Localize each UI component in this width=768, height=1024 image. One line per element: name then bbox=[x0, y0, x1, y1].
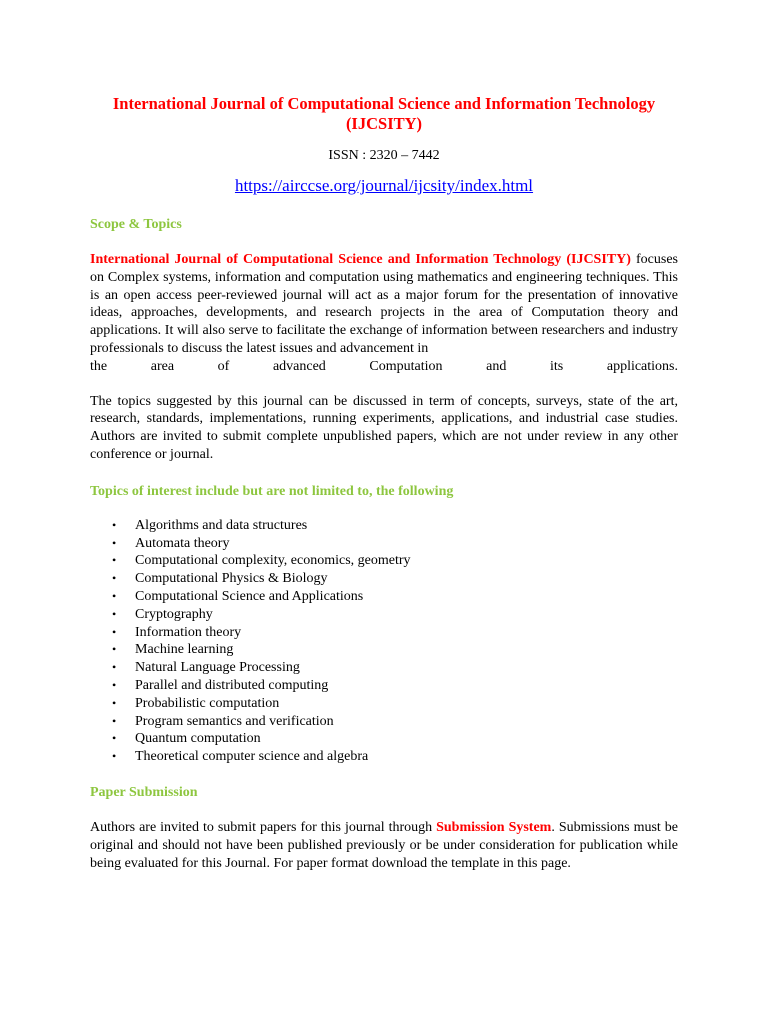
bullet-icon: • bbox=[112, 588, 117, 603]
list-item: • Cryptography bbox=[112, 606, 213, 622]
list-item: • Automata theory bbox=[112, 535, 230, 551]
scope-intro-paragraph bbox=[90, 251, 678, 376]
journal-url-link[interactable]: https://airccse.org/journal/ijcsity/index.html bbox=[234, 176, 534, 195]
bullet-icon: • bbox=[112, 677, 117, 692]
bullet-icon: • bbox=[112, 642, 117, 657]
bullet-icon: • bbox=[112, 695, 117, 710]
bullet-icon: • bbox=[112, 624, 117, 639]
bullet-icon: • bbox=[112, 606, 117, 621]
scope-intro-text: focuses on Complex systems, information and computation using mathematics and engineering techniques. This is an open access peer-reviewed journal will act as a major forum for the presentation of innovative ideas, approaches, developments, and research projects in the area of Computation theory and applications. It will also serve to facilitate the exchange of information between researchers and industry professionals to discuss the latest issues and advancement in bbox=[90, 252, 678, 356]
list-item: • Machine learning bbox=[112, 642, 234, 658]
bullet-icon: • bbox=[112, 571, 117, 586]
list-item: • Probabilistic computation bbox=[112, 695, 280, 711]
bullet-icon: • bbox=[112, 749, 117, 764]
topics-paragraph: The topics suggested by this journal can be discussed in term of concepts, surveys, state of the art, research, standards, implementations, running experiments, applications, and industrial case studies. Authors are invited to submit complete unpublished papers, which are not under review in any other conference or journal. bbox=[90, 393, 678, 462]
submission-paragraph bbox=[90, 819, 678, 872]
list-item: • Computational Science and Applications bbox=[112, 588, 364, 604]
bullet-icon: • bbox=[112, 553, 117, 568]
list-item: • Algorithms and data structures bbox=[112, 517, 308, 533]
journal-title-line2: (IJCSITY) bbox=[345, 114, 423, 133]
bullet-icon: • bbox=[112, 535, 117, 550]
list-item: • Program semantics and verification bbox=[112, 713, 334, 729]
journal-title-line1: International Journal of Computational Science and Information Technology bbox=[112, 94, 656, 113]
list-item: • Information theory bbox=[112, 624, 242, 640]
topics-heading: Topics of interest include but are not limited to, the following bbox=[90, 483, 454, 499]
journal-title bbox=[90, 94, 678, 134]
bullet-icon: • bbox=[112, 517, 117, 532]
submission-system-link[interactable]: Submission System bbox=[436, 819, 552, 835]
list-item: • Parallel and distributed computing bbox=[112, 677, 329, 693]
bullet-icon: • bbox=[112, 660, 117, 675]
submission-text-before: Authors are invited to submit papers for this journal through bbox=[90, 819, 437, 835]
bullet-icon: • bbox=[112, 731, 117, 746]
scope-heading: Scope & Topics bbox=[90, 217, 182, 232]
list-item: • Natural Language Processing bbox=[112, 660, 300, 676]
submission-text-after: . Submissions must be original and should not have been published previously or be under consideration for publication while being evaluated for this Journal. For paper format download the template in this page. bbox=[90, 819, 678, 871]
list-item: • Computational Physics & Biology bbox=[112, 571, 328, 587]
issn-number: ISSN : 2320 – 7442 bbox=[328, 148, 440, 163]
list-item: • Theoretical computer science and algebra bbox=[112, 749, 369, 765]
list-item: • Computational complexity, economics, geometry bbox=[112, 553, 411, 569]
scope-intro-journal-name: International Journal of Computational Science and Information Technology (IJCSITY) bbox=[90, 252, 631, 267]
topics-list bbox=[90, 517, 678, 766]
scope-intro-last-line: the area of advanced Computation and its applications. bbox=[90, 358, 678, 374]
bullet-icon: • bbox=[112, 713, 117, 728]
submission-heading: Paper Submission bbox=[90, 784, 198, 800]
list-item: • Quantum computation bbox=[112, 731, 261, 747]
journal-url-line bbox=[90, 176, 678, 196]
